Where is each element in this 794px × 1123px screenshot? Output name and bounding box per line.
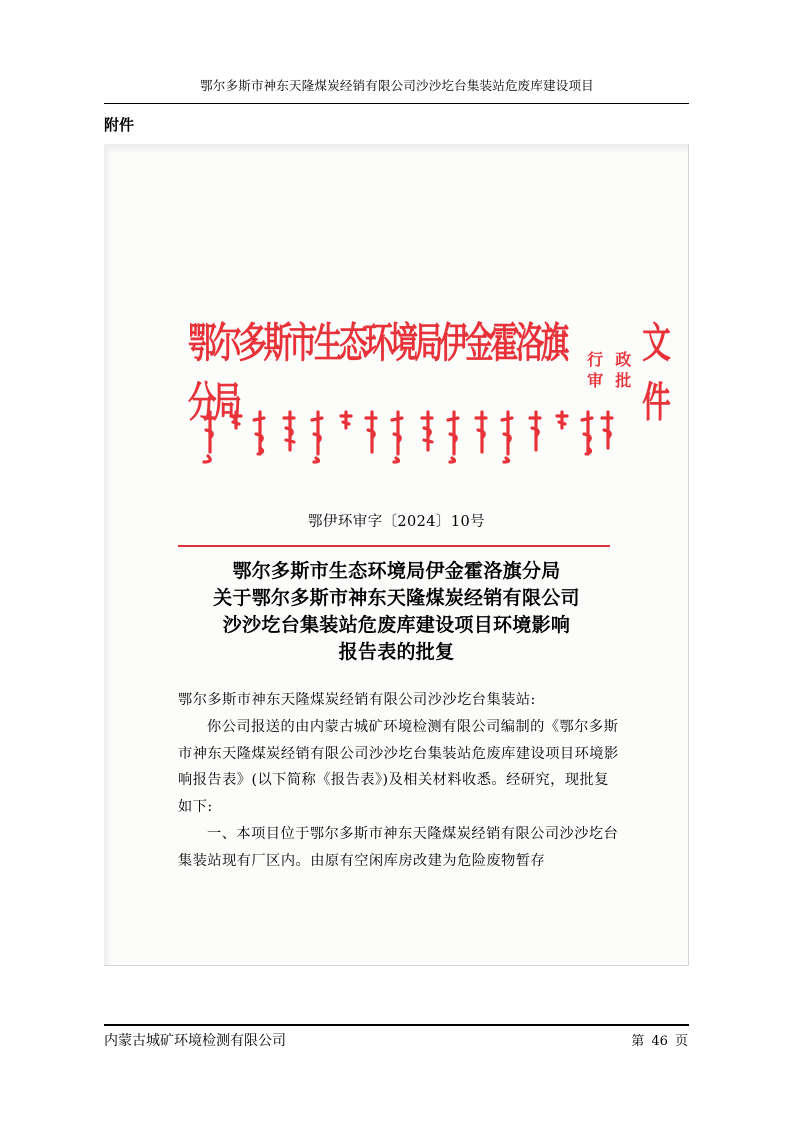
addressee: 鄂尔多斯市神东天隆煤炭经销有限公司沙沙圪台集装站:	[178, 692, 536, 708]
document-number: 鄂伊环审字〔2024〕10号	[308, 514, 485, 530]
letterhead-stack-2	[606, 349, 640, 391]
document-body	[178, 687, 623, 875]
title-line-3: 沙沙圪台集装站危废库建设项目环境影响	[222, 614, 571, 636]
letterhead-stack-1-bottom: 审	[587, 371, 604, 390]
title-line-1: 鄂尔多斯市生态环境局伊金霍洛旗分局	[232, 560, 561, 582]
title-line-4: 报告表的批复	[338, 641, 455, 663]
red-divider-rule	[178, 545, 610, 547]
attachment-label: 附件	[104, 116, 135, 134]
letterhead-stack-2-top: 政	[615, 350, 632, 369]
footer-rule	[104, 1024, 689, 1026]
page-number: 第 46 页	[631, 1034, 688, 1049]
red-letterhead	[188, 319, 688, 427]
scan-shadow-top	[104, 144, 688, 154]
body-paragraph-2: 一、本项目位于鄂尔多斯市神东天隆煤炭经销有限公司沙沙圪台集装站现有厂区内。由原有空闲库房改建为危险废物暂存	[178, 825, 619, 869]
letterhead-agency: 鄂尔多斯市生态环境局伊金霍洛旗分局	[188, 319, 567, 427]
mongolian-script-letterhead	[196, 408, 614, 464]
running-header: 鄂尔多斯市神东天隆煤炭经销有限公司沙沙圪台集装站危废库建设项目	[200, 78, 594, 93]
title-line-2: 关于鄂尔多斯市神东天隆煤炭经销有限公司	[213, 587, 580, 609]
letterhead-stack-2-bottom: 批	[615, 371, 632, 390]
letterhead-wenjian: 文件	[642, 319, 668, 427]
document-title	[104, 558, 689, 666]
body-paragraph-1: 你公司报送的由内蒙古城矿环境检测有限公司编制的《鄂尔多斯市神东天隆煤炭经销有限公司沙沙圪台集装站危废库建设项目环境影响报告表》(以下简称《报告表》)及相关材料收悉。经研究，现批复如下:	[178, 718, 619, 816]
letterhead-stack-1-top: 行	[587, 350, 604, 369]
footer-company: 内蒙古城矿环境检测有限公司	[104, 1033, 286, 1049]
scanned-document	[104, 144, 689, 966]
scan-shadow-left	[104, 144, 112, 965]
header-rule	[104, 103, 689, 104]
